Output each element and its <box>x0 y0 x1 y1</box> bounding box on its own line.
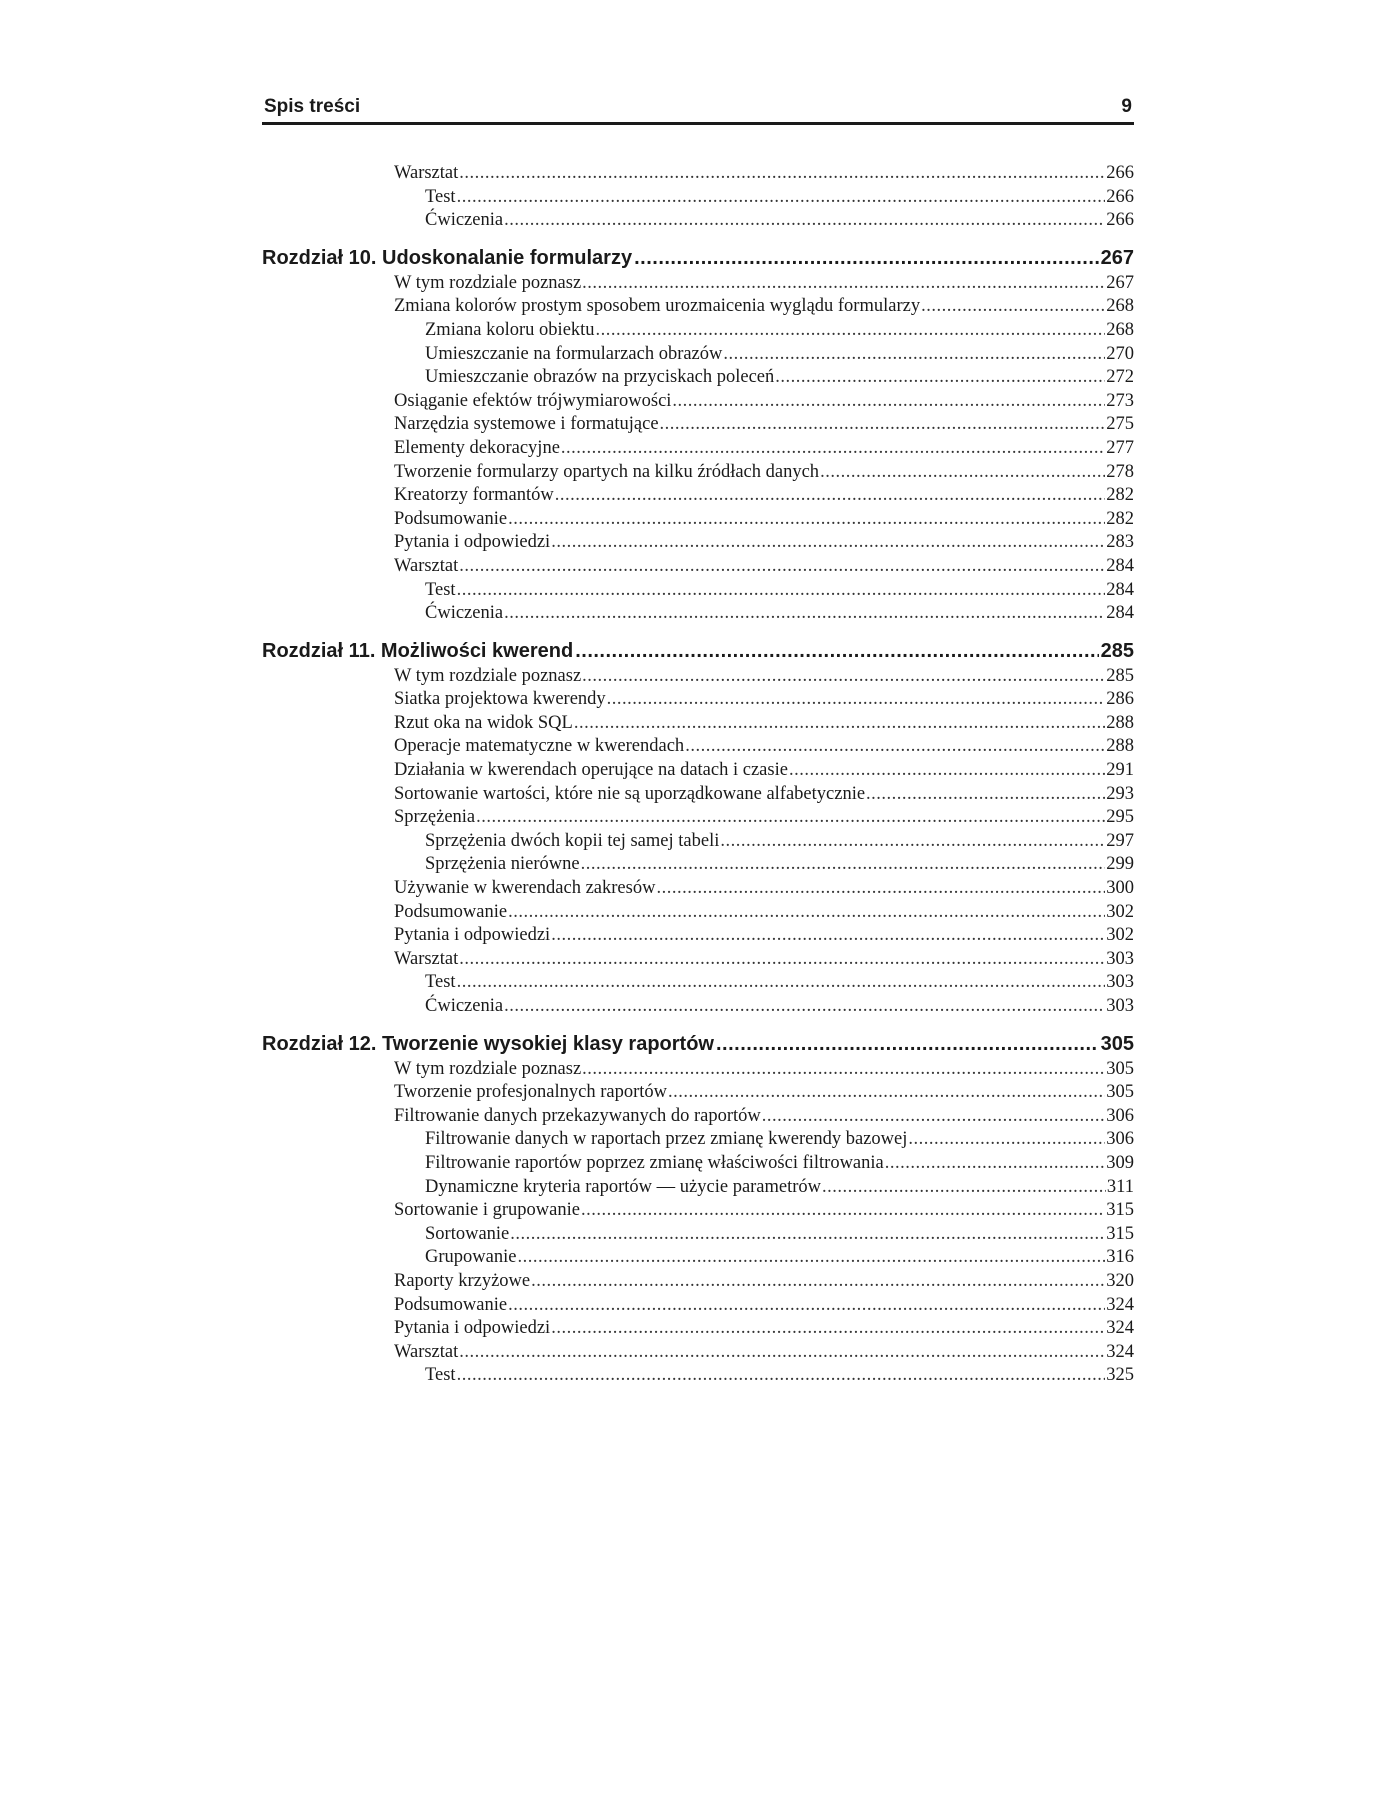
toc-subsection-entry <box>262 579 1134 603</box>
toc-entry-label: Tworzenie formularzy opartych na kilku źródłach danych <box>394 461 820 482</box>
toc-entry-label: Pytania i odpowiedzi <box>394 532 551 553</box>
dot-leader <box>762 1105 1105 1129</box>
toc-page-number: 297 <box>1106 830 1134 851</box>
toc-subsection-entry <box>262 186 1134 210</box>
toc-page-number: 270 <box>1106 343 1134 364</box>
toc-entry-label: Dynamiczne kryteria raportów — użycie parametrów <box>425 1176 822 1197</box>
dot-leader <box>596 319 1106 343</box>
dot-leader <box>908 1128 1105 1152</box>
dot-leader <box>885 1152 1106 1176</box>
toc-page-number: 285 <box>1106 665 1134 686</box>
toc-section-entry <box>262 1058 1134 1082</box>
dot-leader <box>921 295 1105 319</box>
toc-entry-label: W tym rozdziale poznasz <box>394 272 582 293</box>
toc-entry-label: Sprzężenia <box>394 807 476 828</box>
dot-leader <box>822 1176 1106 1200</box>
dot-leader <box>582 272 1105 296</box>
toc-page-number: 291 <box>1106 760 1134 781</box>
dot-leader <box>581 1199 1105 1223</box>
page-number: 9 <box>1121 96 1132 117</box>
dot-leader <box>656 877 1105 901</box>
toc-page-number: 295 <box>1106 807 1134 828</box>
toc-subsection-entry <box>262 343 1134 367</box>
dot-leader <box>672 390 1105 414</box>
toc-page-number: 311 <box>1106 1176 1134 1197</box>
toc-section-entry <box>262 665 1134 689</box>
toc-page-number: 320 <box>1106 1270 1134 1291</box>
dot-leader <box>459 1341 1105 1365</box>
dot-leader <box>457 1364 1106 1388</box>
toc-subsection-entry <box>262 853 1134 877</box>
toc-entry-label: Warsztat <box>394 555 459 576</box>
toc-page-number: 299 <box>1106 854 1134 875</box>
toc-entry-label: Test <box>425 186 456 207</box>
toc-subsection-entry <box>262 1152 1134 1176</box>
toc-entry-label: Umieszczanie na formularzach obrazów <box>425 343 723 364</box>
toc-section-entry <box>262 1199 1134 1223</box>
toc-entry-label: Rozdział 11. Możliwości kwerend <box>262 639 574 662</box>
toc-subsection-entry <box>262 1223 1134 1247</box>
dot-leader <box>660 413 1106 437</box>
toc-page-number: 284 <box>1106 555 1134 576</box>
toc-subsection-entry <box>262 1364 1134 1388</box>
toc-page-number: 315 <box>1106 1223 1134 1244</box>
toc-page-number: 315 <box>1106 1200 1134 1221</box>
toc-page-number: 302 <box>1106 925 1134 946</box>
toc-entry-label: Ćwiczenia <box>425 603 504 624</box>
toc-section-entry <box>262 806 1134 830</box>
dot-leader <box>582 665 1105 689</box>
dot-leader <box>634 245 1099 272</box>
toc-entry-label: Filtrowanie danych przekazywanych do raportów <box>394 1105 761 1126</box>
toc-section-entry <box>262 1294 1134 1318</box>
dot-leader <box>457 971 1106 995</box>
toc-page-number: 324 <box>1106 1318 1134 1339</box>
toc-entry-label: Warsztat <box>394 948 459 969</box>
toc-page-number: 303 <box>1106 972 1134 993</box>
toc-page-number: 285 <box>1100 639 1134 662</box>
toc-section-entry <box>262 484 1134 508</box>
toc-page-number: 303 <box>1106 996 1134 1016</box>
running-title: Spis treści <box>264 96 361 117</box>
dot-leader <box>574 712 1105 736</box>
toc-entry-label: W tym rozdziale poznasz <box>394 665 582 686</box>
toc-page-number: 277 <box>1106 437 1134 458</box>
toc-entry-label: Umieszczanie obrazów na przyciskach poleceń <box>425 367 775 388</box>
dot-leader <box>551 531 1105 555</box>
dot-leader <box>581 853 1106 877</box>
toc-entry-label: Elementy dekoracyjne <box>394 437 560 458</box>
toc-entry-label: Podsumowanie <box>394 1294 508 1315</box>
toc-subsection-entry <box>262 319 1134 343</box>
toc-chapter-heading <box>262 245 1134 272</box>
dot-leader <box>476 806 1105 830</box>
toc-entry-label: Podsumowanie <box>394 508 508 529</box>
toc-page-number: 309 <box>1106 1152 1134 1173</box>
toc-entry-label: Test <box>425 579 456 600</box>
toc-section-entry <box>262 759 1134 783</box>
toc-page-number: 305 <box>1106 1082 1134 1103</box>
toc-section-entry <box>262 413 1134 437</box>
toc-page-number: 288 <box>1106 712 1134 733</box>
dot-leader <box>551 924 1105 948</box>
toc-entry-label: Narzędzia systemowe i formatujące <box>394 414 659 435</box>
dot-leader <box>517 1246 1105 1270</box>
toc-subsection-entry <box>262 1176 1134 1200</box>
toc-page-number: 266 <box>1106 163 1134 183</box>
toc-section-entry <box>262 1105 1134 1129</box>
dot-leader <box>582 1058 1105 1082</box>
dot-leader <box>716 1031 1099 1058</box>
toc-entry-label: Zmiana koloru obiektu <box>425 319 595 340</box>
toc-entry-label: Działania w kwerendach operujące na datach i czasie <box>394 760 788 781</box>
toc-page-number: 266 <box>1106 210 1134 231</box>
toc-section-entry <box>262 390 1134 414</box>
toc-section-entry <box>262 272 1134 296</box>
dot-leader <box>820 461 1105 485</box>
toc-section-entry <box>262 555 1134 579</box>
toc-entry-label: Grupowanie <box>425 1247 517 1268</box>
toc-entry-label: Test <box>425 1365 456 1386</box>
dot-leader <box>531 1270 1105 1294</box>
dot-leader <box>789 759 1105 783</box>
toc-section-entry <box>262 508 1134 532</box>
dot-leader <box>555 484 1105 508</box>
toc-page-number: 288 <box>1106 736 1134 757</box>
toc-section-entry <box>262 924 1134 948</box>
toc-entry-label: Tworzenie profesjonalnych raportów <box>394 1082 668 1103</box>
toc-page-number: 306 <box>1106 1129 1134 1150</box>
dot-leader <box>561 437 1105 461</box>
dot-leader <box>508 901 1105 925</box>
toc-section-entry <box>262 531 1134 555</box>
toc-page-number: 282 <box>1106 508 1134 529</box>
toc-entry-label: Sprzężenia dwóch kopii tej samej tabeli <box>425 830 720 851</box>
toc-page-number: 267 <box>1106 272 1134 293</box>
toc-page-number: 267 <box>1100 246 1134 269</box>
toc-section-entry <box>262 783 1134 807</box>
toc-section-entry <box>262 688 1134 712</box>
toc-page-number: 275 <box>1106 414 1134 435</box>
toc-section-entry <box>262 295 1134 319</box>
toc-entry-label: Warsztat <box>394 163 459 183</box>
dot-leader <box>607 688 1106 712</box>
toc-page-number: 272 <box>1106 367 1134 388</box>
toc-entry-label: Sortowanie <box>425 1223 510 1244</box>
toc-entry-label: W tym rozdziale poznasz <box>394 1058 582 1079</box>
toc-entry-label: Rozdział 10. Udoskonalanie formularzy <box>262 246 633 269</box>
toc-entry-label: Sprzężenia nierówne <box>425 854 580 875</box>
dot-leader <box>457 186 1106 210</box>
toc-page-number: 325 <box>1106 1365 1134 1386</box>
toc-section-entry <box>262 877 1134 901</box>
toc-section-entry <box>262 1081 1134 1105</box>
toc-section-entry <box>262 735 1134 759</box>
toc-section-entry <box>262 712 1134 736</box>
dot-leader <box>459 162 1105 186</box>
toc-page-number: 305 <box>1100 1032 1134 1055</box>
toc-section-entry <box>262 1270 1134 1294</box>
toc-entry-label: Zmiana kolorów prostym sposobem urozmaicenia wyglądu formularzy <box>394 296 921 317</box>
dot-leader <box>504 995 1105 1019</box>
toc-entry-label: Raporty krzyżowe <box>394 1270 531 1291</box>
toc-subsection-entry <box>262 971 1134 995</box>
toc-page-number: 283 <box>1106 532 1134 553</box>
toc-subsection-entry <box>262 366 1134 390</box>
toc-subsection-entry <box>262 602 1134 626</box>
toc-section-entry <box>262 901 1134 925</box>
toc-page-number: 284 <box>1106 603 1134 624</box>
toc-entry-label: Filtrowanie danych w raportach przez zmianę kwerendy bazowej <box>425 1129 908 1150</box>
toc-entry-label: Pytania i odpowiedzi <box>394 925 551 946</box>
toc-page-number: 324 <box>1106 1341 1134 1362</box>
toc-entry-label: Podsumowanie <box>394 901 508 922</box>
toc-page-number: 268 <box>1106 296 1134 317</box>
toc-page-number: 284 <box>1106 579 1134 600</box>
toc-page-number: 293 <box>1106 783 1134 804</box>
dot-leader <box>551 1317 1105 1341</box>
dot-leader <box>720 830 1105 854</box>
toc-chapter-heading <box>262 638 1134 665</box>
page-header <box>262 96 1134 125</box>
dot-leader <box>504 602 1105 626</box>
toc-section-entry <box>262 1317 1134 1341</box>
dot-leader <box>575 638 1098 665</box>
toc-section-entry <box>262 162 1134 186</box>
dot-leader <box>668 1081 1105 1105</box>
toc-page-number: 303 <box>1106 948 1134 969</box>
toc-page-number: 306 <box>1106 1105 1134 1126</box>
toc-entry-label: Siatka projektowa kwerendy <box>394 689 606 710</box>
toc-entry-label: Kreatorzy formantów <box>394 485 554 506</box>
toc-entry-label: Rozdział 12. Tworzenie wysokiej klasy raportów <box>262 1032 714 1055</box>
toc-page-number: 300 <box>1106 878 1134 899</box>
table-of-contents <box>262 162 1134 1388</box>
toc-entry-label: Osiąganie efektów trójwymiarowości <box>394 390 672 411</box>
toc-entry-label: Test <box>425 972 456 993</box>
toc-entry-label: Operacje matematyczne w kwerendach <box>394 736 685 757</box>
toc-section-entry <box>262 437 1134 461</box>
toc-page-number: 305 <box>1106 1058 1134 1079</box>
toc-section-entry <box>262 948 1134 972</box>
toc-entry-label: Warsztat <box>394 1341 459 1362</box>
dot-leader <box>504 209 1105 233</box>
toc-chapter-heading <box>262 1031 1134 1058</box>
toc-page-number: 273 <box>1106 390 1134 411</box>
dot-leader <box>508 1294 1105 1318</box>
toc-entry-label: Używanie w kwerendach zakresów <box>394 878 656 899</box>
dot-leader <box>775 366 1105 390</box>
toc-entry-label: Ćwiczenia <box>425 996 504 1016</box>
toc-section-entry <box>262 1341 1134 1365</box>
dot-leader <box>510 1223 1105 1247</box>
dot-leader <box>457 579 1106 603</box>
toc-page-number: 324 <box>1106 1294 1134 1315</box>
toc-page-number: 268 <box>1106 319 1134 340</box>
toc-subsection-entry <box>262 995 1134 1019</box>
toc-entry-label: Filtrowanie raportów poprzez zmianę właściwości filtrowania <box>425 1152 884 1173</box>
dot-leader <box>459 555 1105 579</box>
toc-subsection-entry <box>262 209 1134 233</box>
toc-entry-label: Ćwiczenia <box>425 210 504 231</box>
toc-entry-label: Rzut oka na widok SQL <box>394 712 573 733</box>
dot-leader <box>508 508 1105 532</box>
toc-subsection-entry <box>262 1128 1134 1152</box>
dot-leader <box>723 343 1105 367</box>
toc-entry-label: Sortowanie wartości, które nie są uporządkowane alfabetycznie <box>394 783 866 804</box>
toc-section-entry <box>262 461 1134 485</box>
dot-leader <box>685 735 1105 759</box>
toc-page-number: 282 <box>1106 485 1134 506</box>
toc-entry-label: Sortowanie i grupowanie <box>394 1200 580 1221</box>
dot-leader <box>459 948 1105 972</box>
dot-leader <box>866 783 1105 807</box>
toc-page-number: 302 <box>1106 901 1134 922</box>
toc-page-number: 266 <box>1106 186 1134 207</box>
toc-page-number: 286 <box>1106 689 1134 710</box>
toc-subsection-entry <box>262 1246 1134 1270</box>
toc-page-number: 278 <box>1106 461 1134 482</box>
toc-entry-label: Pytania i odpowiedzi <box>394 1318 551 1339</box>
toc-page-number: 316 <box>1106 1247 1134 1268</box>
toc-subsection-entry <box>262 830 1134 854</box>
